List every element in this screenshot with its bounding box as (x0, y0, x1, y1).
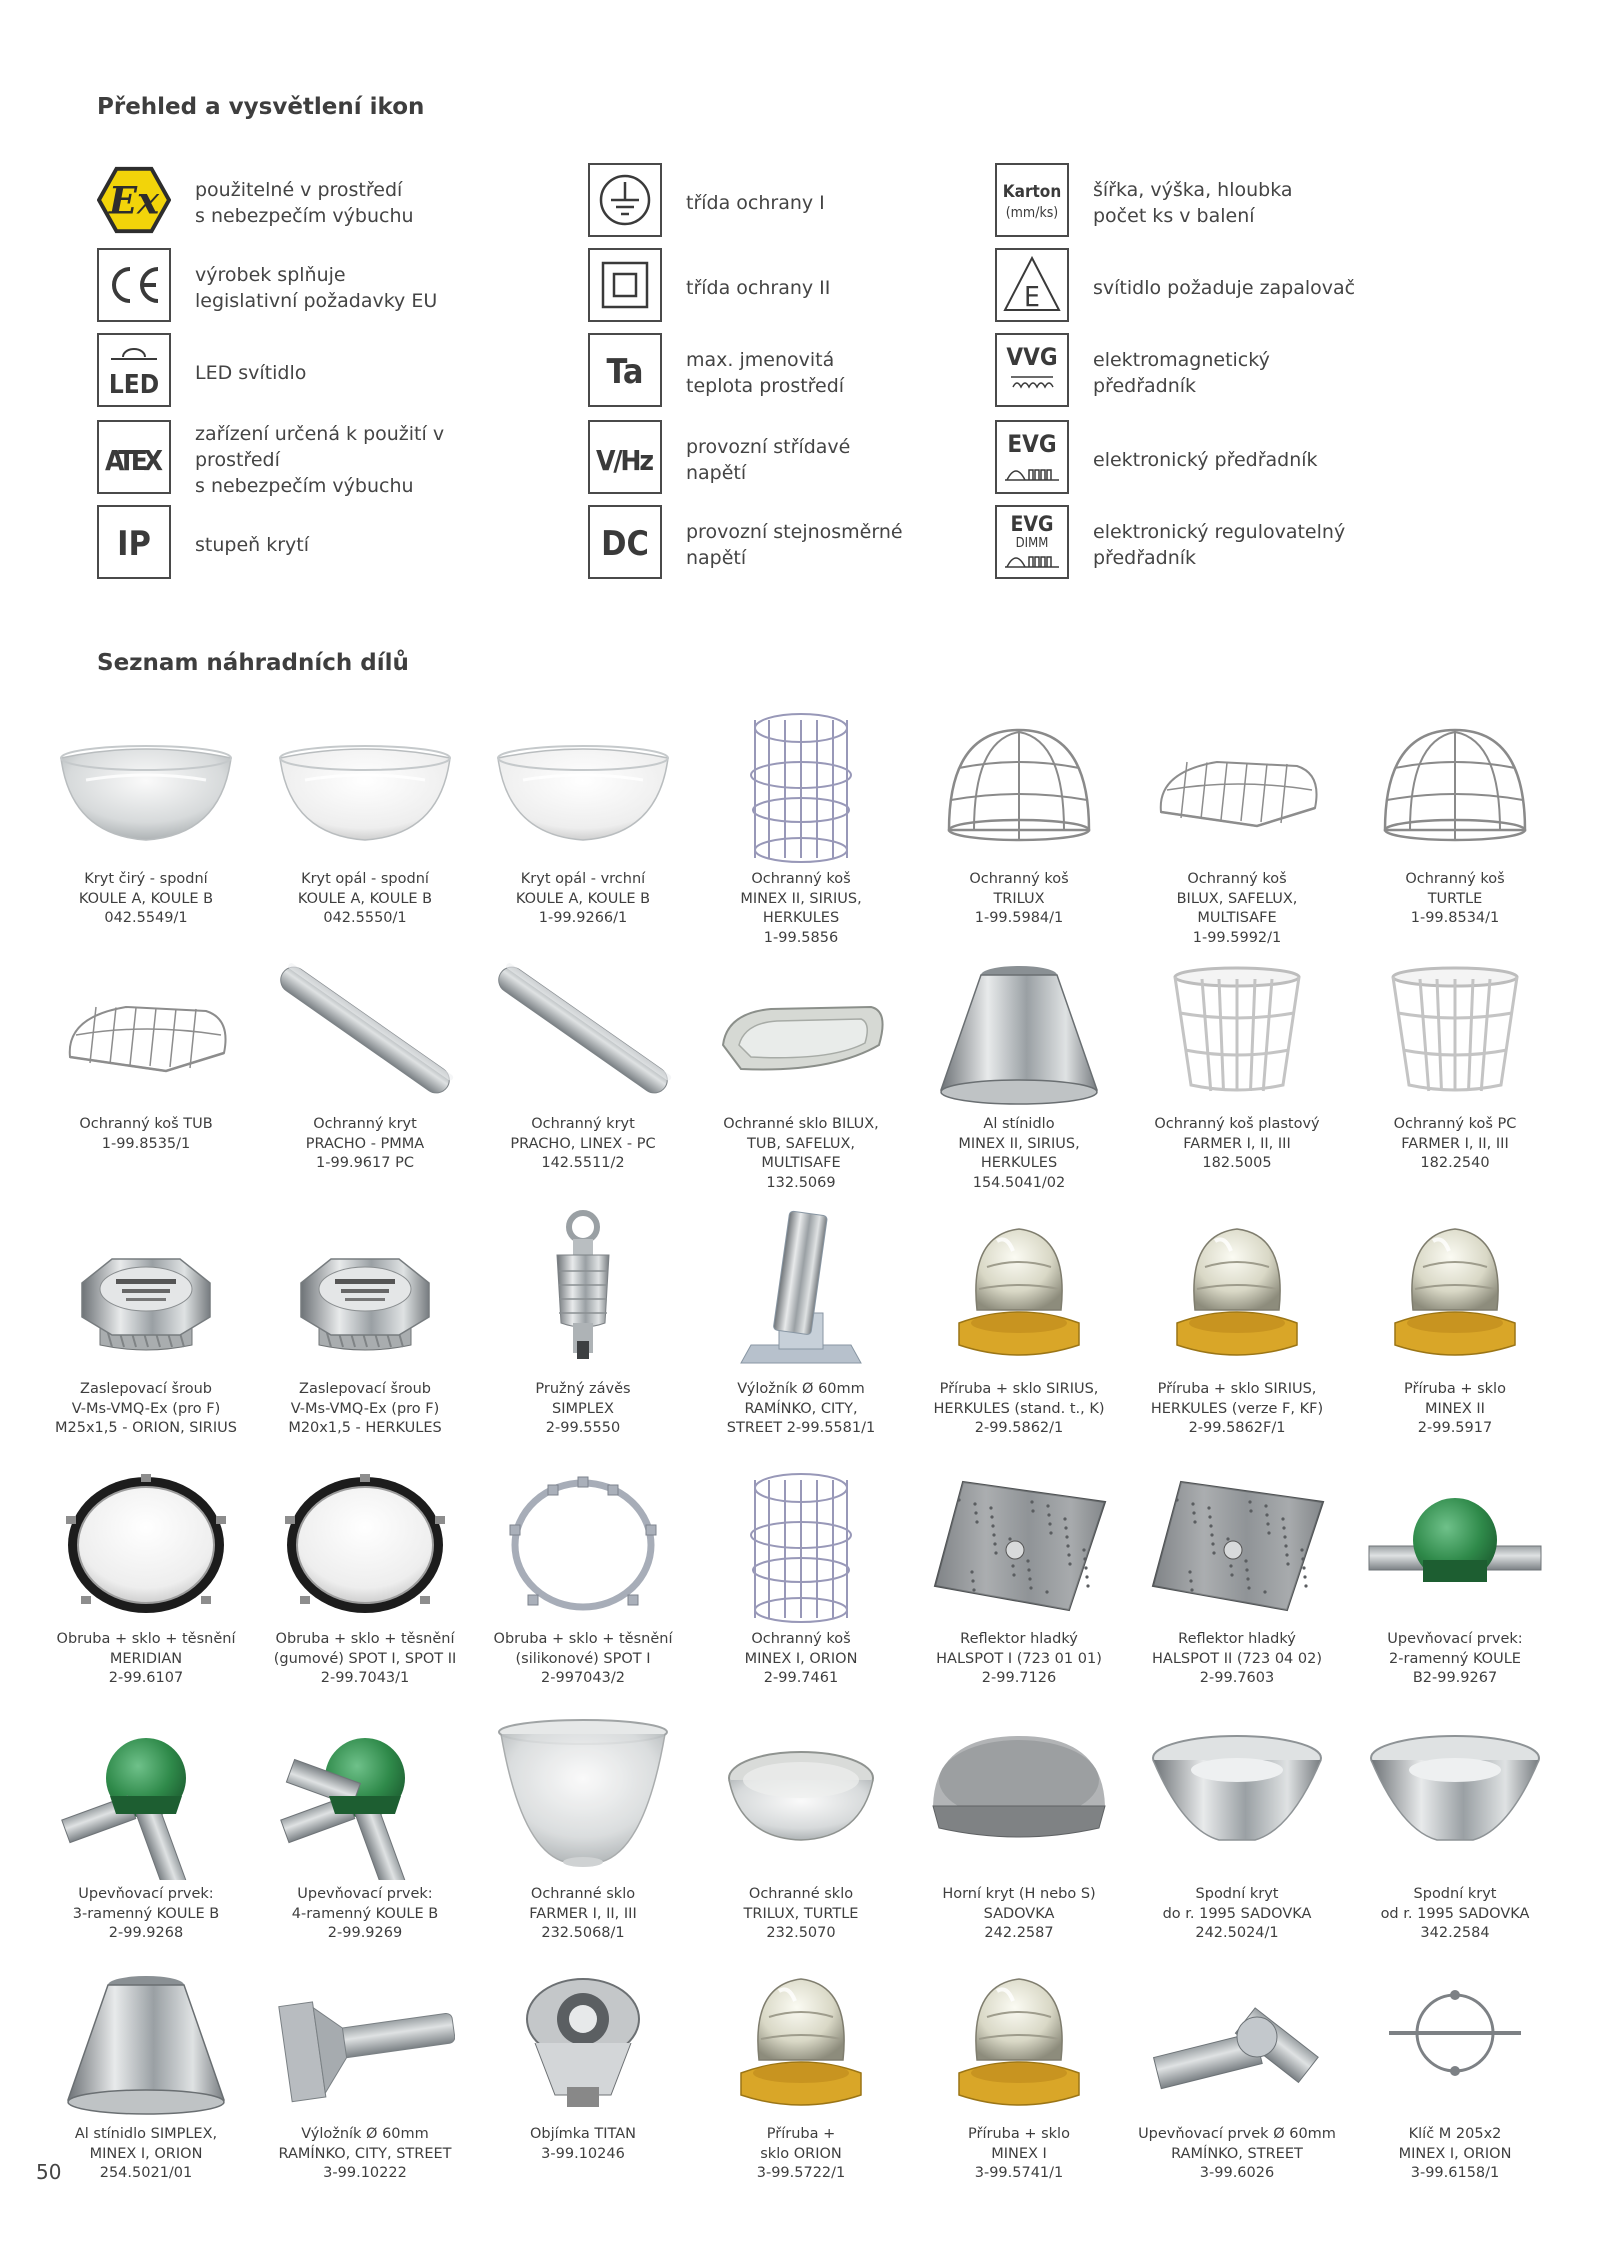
spare-part-caption-line: MULTISAFE (761, 1155, 841, 1171)
cage-dome-image (1365, 700, 1545, 870)
spare-part-caption-line: 342.2584 (1420, 1925, 1490, 1941)
spare-part-caption (691, 1115, 911, 1193)
spare-part-caption (36, 1630, 256, 1689)
svg-text:LED: LED (108, 370, 160, 400)
spare-part-caption-line: Ochranné sklo BILUX, (723, 1116, 879, 1132)
spare-part-caption (1127, 870, 1347, 948)
legend-item (588, 505, 1048, 585)
ring-image (493, 1460, 673, 1630)
spare-part-caption-line: FARMER I, II, III (529, 1905, 637, 1922)
legend-description (686, 434, 1006, 486)
ip-icon (97, 505, 171, 579)
svg-text:IP: IP (117, 524, 151, 564)
legend-item (588, 163, 1048, 243)
spare-part-caption (1127, 2125, 1347, 2184)
spare-part-caption-line: 132.5069 (766, 1174, 836, 1191)
parts-section-title: Seznam náhradních dílů (97, 650, 409, 676)
legend-description (1093, 347, 1413, 399)
svg-text:Ta: Ta (606, 352, 644, 392)
spare-part-caption-line: 232.5070 (766, 1925, 836, 1941)
spare-part-caption-line: PRACHO, LINEX - PC (510, 1135, 656, 1152)
spare-part-caption-line: HALSPOT I (723 01 01) (936, 1650, 1102, 1667)
socket-image (493, 1955, 673, 2125)
legend-description-line: zařízení určená k použití v prostředí (195, 423, 445, 471)
flange-glass-image (929, 1205, 1109, 1375)
spare-part-caption-line: MINEX I, ORION (89, 2145, 203, 2162)
spare-part-caption-line: FARMER I, II, III (1183, 1135, 1291, 1152)
spare-part-caption-line: 2-99.5917 (1417, 1420, 1493, 1436)
legend-description-line: elektronický předřadník (1093, 449, 1318, 471)
legend-item (995, 333, 1455, 413)
cage-flat-image (56, 945, 236, 1115)
svg-text:VVG: VVG (1006, 343, 1058, 371)
spare-part-caption-line: Upevňovací prvek: (1387, 1631, 1523, 1647)
spare-part-caption-line: B2-99.9267 (1412, 1670, 1498, 1686)
legend-description-line: elektromagnetický (1093, 349, 1270, 371)
spare-part-caption (1127, 1115, 1347, 1174)
legend-description-line: teplota prostředí (686, 375, 845, 397)
spare-part-caption-line: KOULE A, KOULE B (515, 890, 651, 907)
spare-part-caption-line: 1-99.9617 PC (316, 1155, 414, 1171)
flange-glass-y-image (711, 1955, 891, 2125)
legend-description-line: svítidlo požaduje zapalovač (1093, 277, 1356, 299)
spare-part-caption-line: M20x1,5 - HERKULES (288, 1420, 442, 1436)
spare-part-caption-line: MINEX II (1425, 1400, 1485, 1417)
legend-description-line: max. jmenovitá (686, 349, 835, 371)
spare-part-caption (255, 1630, 475, 1689)
spare-part-caption-line: 1-99.5856 (763, 929, 839, 946)
glass-cone-image (493, 1710, 673, 1880)
legend-item (995, 163, 1455, 243)
reflector-image (929, 1460, 1109, 1630)
flange-glass-image (1147, 1205, 1327, 1375)
spare-part-caption-line: RAMÍNKO, STREET (1171, 2145, 1303, 2162)
evg-icon (995, 420, 1069, 494)
legend-description (1093, 447, 1413, 473)
spare-part-caption-line: V-Ms-VMQ-Ex (pro F) (71, 1400, 221, 1417)
spare-part-caption (36, 1115, 256, 1154)
spare-part-caption-line: 1-99.8534/1 (1410, 910, 1500, 926)
rim-glass-image (56, 1460, 236, 1630)
spare-part-caption-line: Kryt opál - vrchní (520, 871, 646, 887)
igniter-icon (995, 248, 1069, 322)
spare-part-caption-line: 3-99.5741/1 (974, 2165, 1064, 2181)
spare-part-caption-line: Ochranný koš PC (1393, 1116, 1517, 1132)
ce-icon (97, 248, 171, 322)
spare-part-caption-line: 2-ramenný KOULE (1389, 1650, 1521, 1667)
bracket-image (711, 1205, 891, 1375)
spare-part-caption-line: 042.5549/1 (104, 910, 188, 926)
svg-text:E: E (1024, 280, 1040, 313)
ex-icon (97, 163, 171, 237)
glass-dish-image (711, 1710, 891, 1880)
karton-icon (995, 163, 1069, 237)
spare-part-caption-line: Klíč M 205x2 (1408, 2126, 1502, 2142)
spare-part-caption (36, 1380, 256, 1439)
spare-part-caption-line: sklo ORION (760, 2145, 842, 2162)
cage-white-image (1147, 945, 1327, 1115)
spare-part-caption-line: Zaslepovací šroub (80, 1381, 212, 1397)
spare-part-caption-line: Upevňovací prvek: (78, 1886, 214, 1902)
spare-part-caption-line: HERKULES (762, 910, 840, 926)
protection-class-1-icon (588, 163, 662, 237)
spare-part-caption-line: Horní kryt (H nebo S) (942, 1886, 1096, 1902)
spare-part-caption-line: Obruba + sklo + těsnění (275, 1631, 455, 1647)
spare-part-caption (255, 1115, 475, 1174)
spare-part-caption-line: 3-99.10222 (323, 2165, 407, 2181)
spare-part-caption-line: Ochranný koš (751, 1631, 851, 1647)
spare-part-caption-line: TURTLE (1427, 890, 1483, 907)
spare-part-caption (36, 1885, 256, 1944)
spare-part-caption-line: Příruba + sklo (1404, 1381, 1506, 1397)
cage-tall-image (711, 1460, 891, 1630)
spare-part-caption-line: (gumové) SPOT I, SPOT II (273, 1650, 457, 1667)
spare-part-caption-line: 1-99.8535/1 (101, 1135, 191, 1152)
flange-glass-image (1365, 1205, 1545, 1375)
spare-part-caption-line: BILUX, SAFELUX, (1176, 890, 1298, 907)
legend-description (1093, 177, 1413, 229)
bottom-cover-image (1365, 1710, 1545, 1880)
spare-part-caption-line: SIMPLEX (552, 1400, 614, 1417)
legend-description-line: elektronický regulovatelný (1093, 521, 1346, 543)
spare-part-caption-line: Reflektor hladký (1178, 1631, 1296, 1647)
svg-text:(mm/ks): (mm/ks) (1005, 205, 1059, 221)
spare-part-caption (1345, 1380, 1565, 1439)
spare-part-caption-line: 2-99.5862F/1 (1188, 1420, 1286, 1436)
spare-part-caption (691, 1380, 911, 1439)
spare-part-caption-line: Pružný závěs (535, 1381, 631, 1397)
spare-part-caption-line: HERKULES (verze F, KF) (1150, 1400, 1324, 1417)
svg-text:Ex: Ex (108, 178, 160, 223)
svg-text:Karton: Karton (1002, 182, 1062, 202)
spare-part-caption (1345, 1630, 1565, 1689)
legend-item (97, 505, 557, 585)
spare-part-caption-line: do r. 1995 SADOVKA (1162, 1905, 1312, 1922)
rim-glass-image (275, 1460, 455, 1630)
spare-part-caption-line: 3-ramenný KOULE B (72, 1905, 220, 1922)
spare-part-caption-line: Ochranný koš (751, 871, 851, 887)
legend-description (195, 177, 515, 229)
spare-part-caption-line: MULTISAFE (1197, 910, 1277, 926)
spare-part-caption-line: Al stínidlo SIMPLEX, (74, 2126, 218, 2142)
spare-part-caption-line: RAMÍNKO, CITY, (744, 1400, 858, 1417)
spare-part-caption-line: MERIDIAN (109, 1650, 183, 1667)
spare-part-caption-line: HERKULES (stand. t., K) (933, 1400, 1105, 1417)
spare-part-caption-line: 1-99.5992/1 (1192, 929, 1282, 946)
spare-part-caption-line: 182.5005 (1202, 1155, 1272, 1171)
spare-part-caption-line: 1-99.9266/1 (538, 910, 628, 926)
spare-part-caption (473, 1115, 693, 1174)
legend-description-line: s nebezpečím výbuchu (195, 475, 414, 497)
bowl-clear-image (56, 700, 236, 870)
spare-part-caption-line: 154.5041/02 (972, 1174, 1066, 1191)
spare-part-caption-line: 3-99.10246 (541, 2145, 625, 2162)
spare-part-caption (909, 1115, 1129, 1193)
svg-text:EVG: EVG (1007, 430, 1057, 458)
legend-item (97, 163, 557, 243)
spare-part-caption-line: M25x1,5 - ORION, SIRIUS (55, 1420, 237, 1436)
svg-text:DIMM: DIMM (1015, 536, 1049, 551)
spare-part-caption-line: 2-99.9269 (327, 1925, 403, 1941)
legend-description-line: napětí (686, 462, 747, 484)
cage-dome-image (929, 700, 1109, 870)
spare-part-caption (473, 2125, 693, 2164)
tube-image (493, 945, 673, 1115)
svg-text:ATEX: ATEX (105, 444, 163, 477)
hanger-image (493, 1205, 673, 1375)
spare-part-caption-line: Příruba + (766, 2126, 836, 2142)
spare-part-caption-line: 2-99.7043/1 (320, 1670, 410, 1686)
spare-part-caption-line: Příruba + sklo SIRIUS, (1157, 1381, 1317, 1397)
spare-part-caption (1127, 1885, 1347, 1944)
bottom-cover-image (1147, 1710, 1327, 1880)
spare-part-caption-line: KOULE A, KOULE B (78, 890, 214, 907)
spare-part-caption-line: 242.5024/1 (1195, 1925, 1279, 1941)
spare-part-caption-line: Ochranný koš (969, 871, 1069, 887)
flange-glass-y-image (929, 1955, 1109, 2125)
spare-part-caption-line: FARMER I, II, III (1401, 1135, 1509, 1152)
spare-part-caption-line: Ochranný kryt (531, 1116, 635, 1132)
legend-description-line: počet ks v balení (1093, 205, 1255, 227)
spare-part-caption-line: Upevňovací prvek: (297, 1886, 433, 1902)
spare-part-caption-line: 2-997043/2 (541, 1670, 625, 1686)
page-number: 50 (36, 2160, 62, 2184)
connector-3-image (56, 1710, 236, 1880)
protection-class-2-icon (588, 248, 662, 322)
spare-part-caption-line: 3-99.5722/1 (756, 2165, 846, 2181)
reflector-image (1147, 1460, 1327, 1630)
spare-part-caption-line: 2-99.7461 (763, 1670, 839, 1686)
legend-description (686, 519, 1006, 571)
spare-part-caption (1345, 870, 1565, 929)
shade-image (56, 1955, 236, 2125)
legend-description-line: výrobek splňuje (195, 264, 346, 286)
spare-part-caption-line: SADOVKA (983, 1905, 1055, 1922)
spare-part-caption (255, 1885, 475, 1944)
elbow-image (1147, 1955, 1327, 2125)
spare-part-caption (1345, 1885, 1565, 1944)
shade-image (929, 945, 1109, 1115)
legend-description-line: šířka, výška, hloubka (1093, 179, 1293, 201)
spare-part-caption-line: Obruba + sklo + těsnění (493, 1631, 673, 1647)
spare-part-caption-line: 232.5068/1 (541, 1925, 625, 1941)
spare-part-caption-line: Výložník Ø 60mm (737, 1381, 865, 1397)
spare-part-caption-line: 142.5511/2 (541, 1155, 625, 1171)
spare-part-caption-line: 3-99.6026 (1199, 2165, 1275, 2181)
spare-part-caption-line: TUB, SAFELUX, (746, 1135, 856, 1152)
legend-description-line: provozní stejnosměrné (686, 521, 903, 543)
spare-part-caption-line: od r. 1995 SADOVKA (1380, 1905, 1530, 1922)
spare-part-caption-line: MINEX I (991, 2145, 1047, 2162)
spare-part-caption-line: 1-99.5984/1 (974, 910, 1064, 926)
spare-part-caption-line: Objímka TITAN (529, 2126, 637, 2142)
bowl-opal-image (493, 700, 673, 870)
evg-dimm-icon (995, 505, 1069, 579)
spare-part-caption (255, 1380, 475, 1439)
legend-description-line: třída ochrany I (686, 192, 825, 214)
spare-part-caption-line: Příruba + sklo (968, 2126, 1070, 2142)
spare-part-caption (1345, 1115, 1565, 1174)
legend-description-line: třída ochrany II (686, 277, 831, 299)
legend-item (97, 420, 557, 500)
legend-description (195, 262, 515, 314)
spare-part-caption-line: MINEX I, ORION (744, 1650, 858, 1667)
spare-part-caption-line: Al stínidlo (983, 1116, 1055, 1132)
spare-part-caption (691, 1630, 911, 1689)
spare-part-caption-line: 2-99.9268 (108, 1925, 184, 1941)
spare-part-caption-line: Ochranný koš plastový (1154, 1116, 1320, 1132)
spare-part-caption (36, 870, 256, 929)
spare-part-caption (1127, 1380, 1347, 1439)
spare-part-caption (691, 870, 911, 948)
dc-icon (588, 505, 662, 579)
led-icon (97, 333, 171, 407)
legend-description (195, 421, 515, 499)
spare-part-caption (691, 2125, 911, 2184)
spare-part-caption-line: 3-99.6158/1 (1410, 2165, 1500, 2181)
spare-part-caption-line: Spodní kryt (1195, 1886, 1279, 1902)
top-cover-image (929, 1710, 1109, 1880)
spare-part-caption-line: 242.2587 (984, 1925, 1054, 1941)
spare-part-caption-line: 2-99.7603 (1199, 1670, 1275, 1686)
connector-4-image (275, 1710, 455, 1880)
legend-item (995, 248, 1455, 328)
spare-part-caption-line: 2-99.5550 (545, 1420, 621, 1436)
svg-text:EVG: EVG (1010, 512, 1054, 536)
spare-part-caption-line: (silikonové) SPOT I (515, 1650, 651, 1667)
legend-description (195, 360, 515, 386)
key-image (1365, 1955, 1545, 2125)
spare-part-caption-line: Ochranné sklo (530, 1886, 636, 1902)
legend-description (686, 347, 1006, 399)
spare-part-caption-line: STREET 2-99.5581/1 (726, 1420, 876, 1436)
legend-description (686, 275, 1006, 301)
legend-description-line: stupeň krytí (195, 534, 310, 556)
bowl-opal-image (275, 700, 455, 870)
spare-part-caption (473, 1630, 693, 1689)
legend-description (686, 190, 1006, 216)
spare-part-caption-line: Kryt čirý - spodní (84, 871, 208, 887)
legend-description-line: provozní střídavé (686, 436, 851, 458)
spare-part-caption (1345, 2125, 1565, 2184)
legend-item (588, 248, 1048, 328)
legend-item (995, 505, 1455, 585)
spare-part-caption (909, 1380, 1129, 1439)
icons-section-title: Přehled a vysvětlení ikon (97, 94, 425, 120)
cage-flat-image (1147, 700, 1327, 870)
spare-part-caption-line: Upevňovací prvek Ø 60mm (1138, 2126, 1336, 2142)
vhz-icon (588, 420, 662, 494)
legend-item (97, 333, 557, 413)
spare-part-caption-line: MINEX II, SIRIUS, (958, 1135, 1080, 1152)
legend-item (588, 420, 1048, 500)
legend-description-line: předřadník (1093, 375, 1197, 397)
spare-part-caption-line: 254.5021/01 (99, 2165, 193, 2181)
spare-part-caption (909, 870, 1129, 929)
spare-part-caption-line: Spodní kryt (1413, 1886, 1497, 1902)
legend-description (1093, 519, 1413, 571)
spare-part-caption (255, 870, 475, 929)
legend-description-line: LED svítidlo (195, 362, 307, 384)
spare-part-caption (473, 1380, 693, 1439)
spare-part-caption-line: V-Ms-VMQ-Ex (pro F) (290, 1400, 440, 1417)
spare-part-caption-line: Ochranný koš (1187, 871, 1287, 887)
cage-white-image (1365, 945, 1545, 1115)
spare-part-caption-line: KOULE A, KOULE B (297, 890, 433, 907)
spare-part-caption-line: TRILUX (993, 890, 1045, 907)
bracket-h-image (275, 1955, 455, 2125)
legend-description-line: legislativní požadavky EU (195, 290, 438, 312)
spare-part-caption-line: HALSPOT II (723 04 02) (1152, 1650, 1322, 1667)
legend-description (195, 532, 515, 558)
spare-part-caption (36, 2125, 256, 2184)
legend-description-line: předřadník (1093, 547, 1197, 569)
spare-part-caption-line: 182.2540 (1420, 1155, 1490, 1171)
legend-item (588, 333, 1048, 413)
spare-part-caption-line: 2-99.5862/1 (974, 1420, 1064, 1436)
spare-part-caption (1127, 1630, 1347, 1689)
spare-part-caption-line: 4-ramenný KOULE B (291, 1905, 439, 1922)
spare-part-caption-line: Kryt opál - spodní (301, 871, 429, 887)
vvg-icon (995, 333, 1069, 407)
spare-part-caption-line: RAMÍNKO, CITY, STREET (278, 2145, 452, 2162)
spare-part-caption (909, 1630, 1129, 1689)
spare-part-caption-line: Ochranný koš TUB (79, 1116, 213, 1132)
legend-description (1093, 275, 1413, 301)
spare-part-caption-line: 2-99.6107 (108, 1670, 184, 1686)
legend-description-line: použitelné v prostředí (195, 179, 403, 201)
spare-part-caption-line: HERKULES (980, 1155, 1058, 1171)
svg-text:DC: DC (601, 524, 649, 564)
spare-part-caption-line: Ochranný koš (1405, 871, 1505, 887)
glass-tray-image (711, 945, 891, 1115)
spare-part-caption-line: TRILUX, TURTLE (743, 1905, 859, 1922)
svg-text:V/Hz: V/Hz (596, 444, 654, 477)
spare-part-caption-line: MINEX II, SIRIUS, (740, 890, 862, 907)
spare-part-caption (691, 1885, 911, 1944)
spare-part-caption (473, 870, 693, 929)
spare-part-caption-line: 042.5550/1 (323, 910, 407, 926)
spare-part-caption-line: Výložník Ø 60mm (301, 2126, 429, 2142)
spare-part-caption-line: Zaslepovací šroub (299, 1381, 431, 1397)
spare-part-caption (909, 2125, 1129, 2184)
tube-image (275, 945, 455, 1115)
ta-icon (588, 333, 662, 407)
spare-part-caption (473, 1885, 693, 1944)
spare-part-caption (909, 1885, 1129, 1944)
spare-part-caption-line: Příruba + sklo SIRIUS, (939, 1381, 1099, 1397)
cage-tall-image (711, 700, 891, 870)
legend-description-line: napětí (686, 547, 747, 569)
legend-item (995, 420, 1455, 500)
connector-2-image (1365, 1460, 1545, 1630)
spare-part-caption-line: Ochranné sklo (748, 1886, 854, 1902)
spare-part-caption-line: Reflektor hladký (960, 1631, 1078, 1647)
spare-part-caption-line: 2-99.7126 (981, 1670, 1057, 1686)
spare-part-caption-line: Obruba + sklo + těsnění (56, 1631, 236, 1647)
legend-description-line: s nebezpečím výbuchu (195, 205, 414, 227)
spare-part-caption (255, 2125, 475, 2184)
spare-part-caption-line: MINEX I, ORION (1398, 2145, 1512, 2162)
plug-image (56, 1205, 236, 1375)
legend-item (97, 248, 557, 328)
spare-part-caption-line: Ochranný kryt (313, 1116, 417, 1132)
spare-part-caption-line: PRACHO - PMMA (305, 1135, 425, 1152)
plug-image (275, 1205, 455, 1375)
atex-icon (97, 420, 171, 494)
